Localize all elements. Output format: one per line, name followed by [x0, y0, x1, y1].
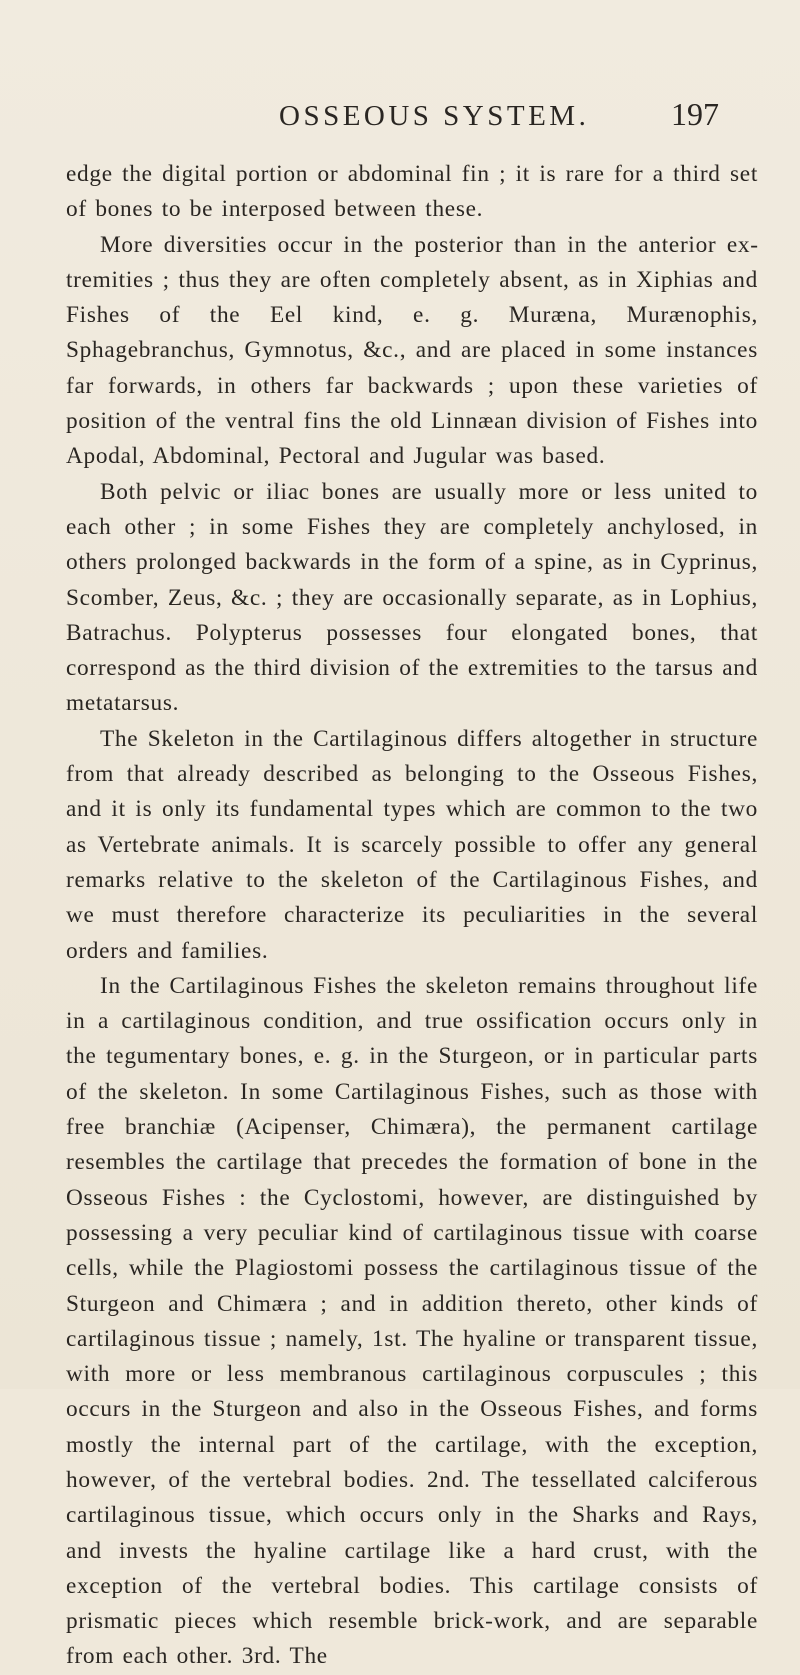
paragraph-cartilaginous-tissue: In the Cartilaginous Fishes the skeleton remains throughout life in a cartilaginous condition, and true ossification occurs only in the tegumentary bones, e. g. in the Sturgeon, or in particular parts of the skeleton. In some Cartilaginous Fishes, such as those with free branchiæ (Acipenser, Chimæra), the permanent cartilage resembles the cartilage that precedes the formation of bone in the Osseous Fishes : the Cyclostomi, however, are distinguished by possessing a very peculiar kind of cartilaginous tissue with coarse cells, while the Plagiostomi possess the cartilaginous tissue of the Sturgeon and Chimæra ; and in addition thereto, other kinds of cartilaginous tissue ; namely, 1st. The hyaline or transparent tissue, with more or less membranous cartilaginous corpuscules ; this occurs in the Sturgeon and also in the Osseous Fishes, and forms mostly the internal part of the cartilage, with the exception, however, of the vertebral bodies. 2nd. The tessellated calciferous cartilaginous tissue, which occurs only in the Sharks and Rays, and invests the hyaline cartilage like a hard crust, with the exception of the vertebral bodies. This cartilage consists of prismatic pieces which resemble brick-work, and are separable from each other. 3rd. The — [66, 972, 758, 1670]
paragraph-cartilaginous-skeleton: The Skeleton in the Cartilaginous differs altogether in structure from that already described as belonging to the Osseous Fishes, and it is only its fundamental types which are common to the two as Vertebrate animals. It is scarcely possible to offer any general remarks relative to the skeleton of the Cartilaginous Fishes, and we must therefore characterize its peculiarities in the several orders and families. — [66, 725, 758, 964]
page-number: 197 — [671, 96, 719, 132]
body-text — [66, 157, 758, 1675]
paragraph-continuation: edge the digital portion or abdominal fin ; it is rare for a third set of bones to be interposed between these. — [66, 161, 758, 223]
running-title: OSSEOUS SYSTEM. — [279, 100, 590, 132]
paragraph-pelvic-bones: Both pelvic or iliac bones are usually more or less united to each other ; in some Fishes they are completely anchylosed, in others prolonged backwards in the form of a spine, as in Cyprinus, Scomber, Zeus, &c. ; they are occasionally separate, as in Lophius, Batrachus. Polypterus possesses four elongated bones, that correspond as the third division of the extremities to the tarsus and metatarsus. — [66, 478, 758, 717]
page-header — [0, 96, 800, 136]
paragraph-posterior-extremities: More diversities occur in the posterior than in the anterior extremities ; thus they are often completely absent, as in Xiphias and Fishes of the Eel kind, e. g. Muræna, Murænophis, Sphagebranchus, Gymnotus, &c., and are placed in some instances far forwards, in others far backwards ; upon these varieties of position of the ventral fins the old Linnæan division of Fishes into Apodal, Abdominal, Pectoral and Jugular was based. — [66, 231, 758, 470]
